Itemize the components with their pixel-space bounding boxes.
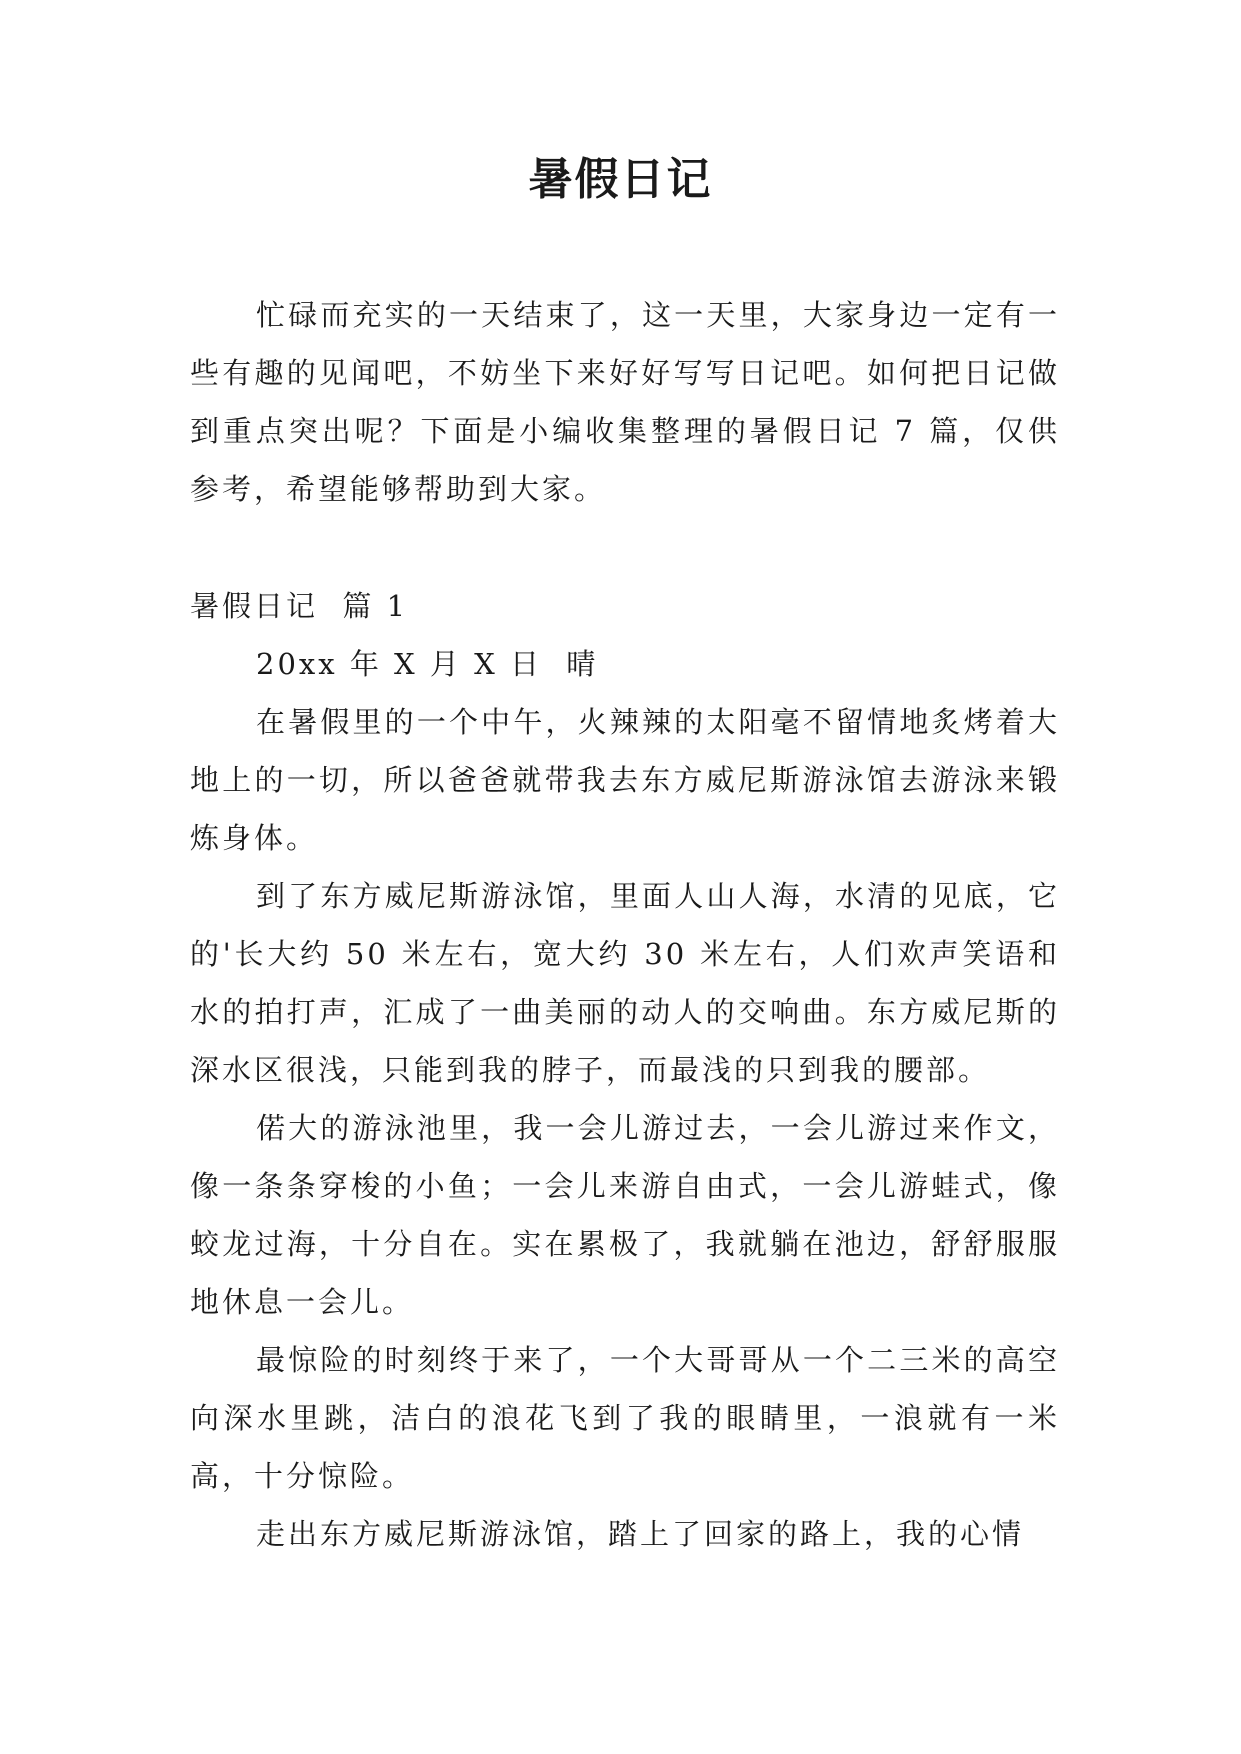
body-paragraph-5: 走出东方威尼斯游泳馆，踏上了回家的路上，我的心情 [256, 1517, 1025, 1551]
body-paragraph-2: 到了东方威尼斯游泳馆，里面人山人海，水清的见底，它的'长大约 50 米左右，宽大约 30 米左右，人们欢声笑语和水的拍打声，汇成了一曲美丽的动人的交响曲。东方威尼斯的深水区很浅，只能到我的脖子，而最浅的只到我的腰部。 [190, 879, 1060, 1087]
section-heading: 暑假日记 篇 1 [190, 589, 409, 623]
intro-paragraph: 忙碌而充实的一天结束了，这一天里，大家身边一定有一些有趣的见闻吧，不妨坐下来好好写写日记吧。如何把日记做到重点突出呢？下面是小编收集整理的暑假日记 7 篇，仅供参考，希望能够帮助到大家。 [190, 298, 1060, 506]
body-paragraph-3: 偌大的游泳池里，我一会儿游过去，一会儿游过来作文，像一条条穿梭的小鱼；一会儿来游自由式，一会儿游蛙式，像蛟龙过海，十分自在。实在累极了，我就躺在池边，舒舒服服地休息一会儿。 [190, 1111, 1060, 1319]
document-title: 暑假日记 [528, 154, 713, 205]
body-paragraph-4: 最惊险的时刻终于来了，一个大哥哥从一个二三米的高空向深水里跳，洁白的浪花飞到了我的眼睛里，一浪就有一米高，十分惊险。 [190, 1343, 1060, 1493]
body-paragraph-1: 在暑假里的一个中午，火辣辣的太阳毫不留情地炙烤着大地上的一切，所以爸爸就带我去东方威尼斯游泳馆去游泳来锻炼身体。 [190, 705, 1060, 855]
diary-date-line: 20xx 年 X 月 X 日 晴 [256, 647, 599, 681]
